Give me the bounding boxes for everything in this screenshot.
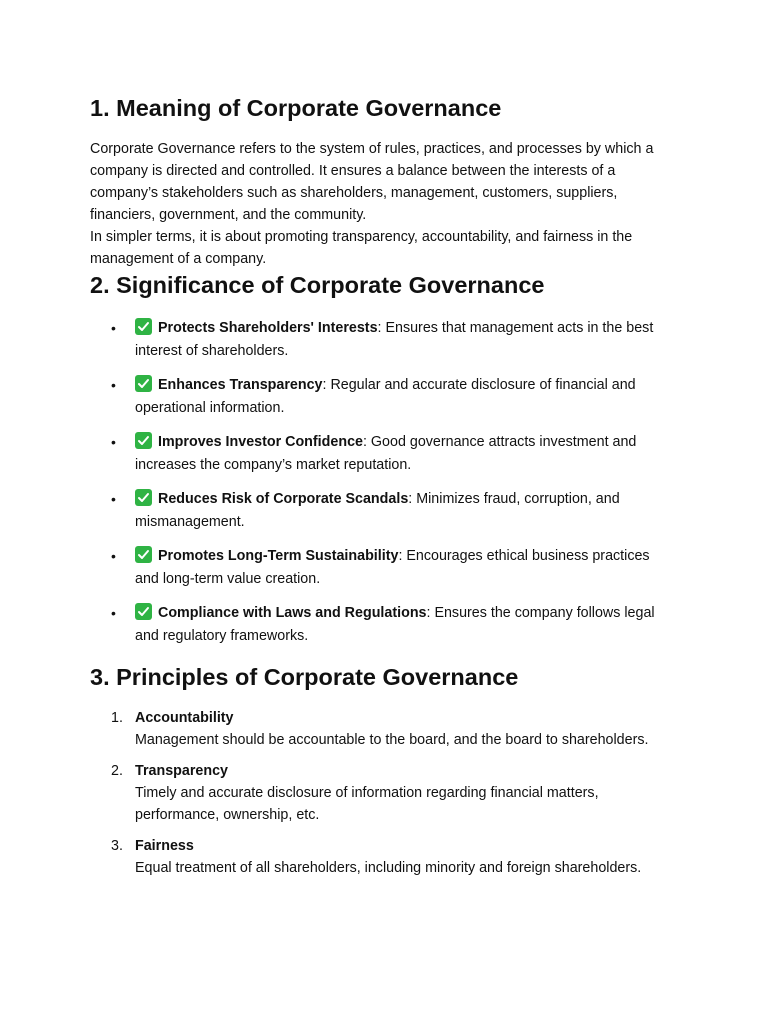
check-mark-icon <box>135 375 152 392</box>
item-text: : Minimizes fraud, corruption, and mismanagement. <box>135 491 620 530</box>
item-text: : Encourages ethical business practices and long-term value creation. <box>135 548 650 587</box>
item-text: : Good governance attracts investment and increases the company’s market reputation. <box>135 434 637 473</box>
item-text: Timely and accurate disclosure of information regarding financial matters, performance, ownership, etc. <box>135 785 599 823</box>
document-page <box>90 93 670 888</box>
list-item <box>90 545 670 590</box>
check-mark-icon <box>135 546 152 563</box>
item-term: Improves Investor Confidence <box>158 434 363 450</box>
item-text: Management should be accountable to the board, and the board to shareholders. <box>135 732 649 748</box>
section-heading-principles: 3. Principles of Corporate Governance <box>90 664 519 690</box>
item-term: Transparency <box>135 763 228 779</box>
item-number: 3. <box>111 838 123 854</box>
list-item <box>90 835 670 879</box>
bullet-icon: • <box>111 491 116 507</box>
meaning-paragraph-2: In simpler terms, it is about promoting transparency, accountability, and fairness in the management of a company. <box>90 229 633 267</box>
check-mark-icon <box>135 432 152 449</box>
list-item <box>90 707 670 751</box>
bullet-icon: • <box>111 377 116 393</box>
list-item <box>90 488 670 533</box>
item-term: Promotes Long-Term Sustainability <box>158 548 399 564</box>
check-mark-icon <box>135 603 152 620</box>
significance-list <box>90 317 670 647</box>
item-term: Protects Shareholders' Interests <box>158 320 378 336</box>
check-mark-icon <box>135 318 152 335</box>
list-item <box>90 317 670 362</box>
bullet-icon: • <box>111 434 116 450</box>
list-item <box>90 431 670 476</box>
list-item <box>90 602 670 647</box>
check-mark-icon <box>135 489 152 506</box>
bullet-icon: • <box>111 605 116 621</box>
item-term: Enhances Transparency <box>158 377 323 393</box>
item-term: Reduces Risk of Corporate Scandals <box>158 491 409 507</box>
item-term: Compliance with Laws and Regulations <box>158 605 427 621</box>
item-text: : Ensures the company follows legal and regulatory frameworks. <box>135 605 655 644</box>
item-text: Equal treatment of all shareholders, including minority and foreign shareholders. <box>135 860 642 876</box>
item-text: : Ensures that management acts in the best interest of shareholders. <box>135 320 654 359</box>
item-term: Accountability <box>135 710 234 726</box>
item-text: : Regular and accurate disclosure of financial and operational information. <box>135 377 636 416</box>
meaning-paragraph-1: Corporate Governance refers to the system of rules, practices, and processes by which a company is directed and controlled. It ensures a balance between the interests of a company’s stakeholders such as shareholders, management, customers, suppliers, financiers, government, and the community. <box>90 141 654 223</box>
principles-list <box>90 707 670 879</box>
bullet-icon: • <box>111 320 116 336</box>
list-item <box>90 760 670 826</box>
bullet-icon: • <box>111 548 116 564</box>
item-term: Fairness <box>135 838 194 854</box>
section-heading-significance: 2. Significance of Corporate Governance <box>90 272 545 298</box>
item-number: 1. <box>111 710 123 726</box>
list-item <box>90 374 670 419</box>
section-heading-meaning: 1. Meaning of Corporate Governance <box>90 95 502 121</box>
item-number: 2. <box>111 763 123 779</box>
